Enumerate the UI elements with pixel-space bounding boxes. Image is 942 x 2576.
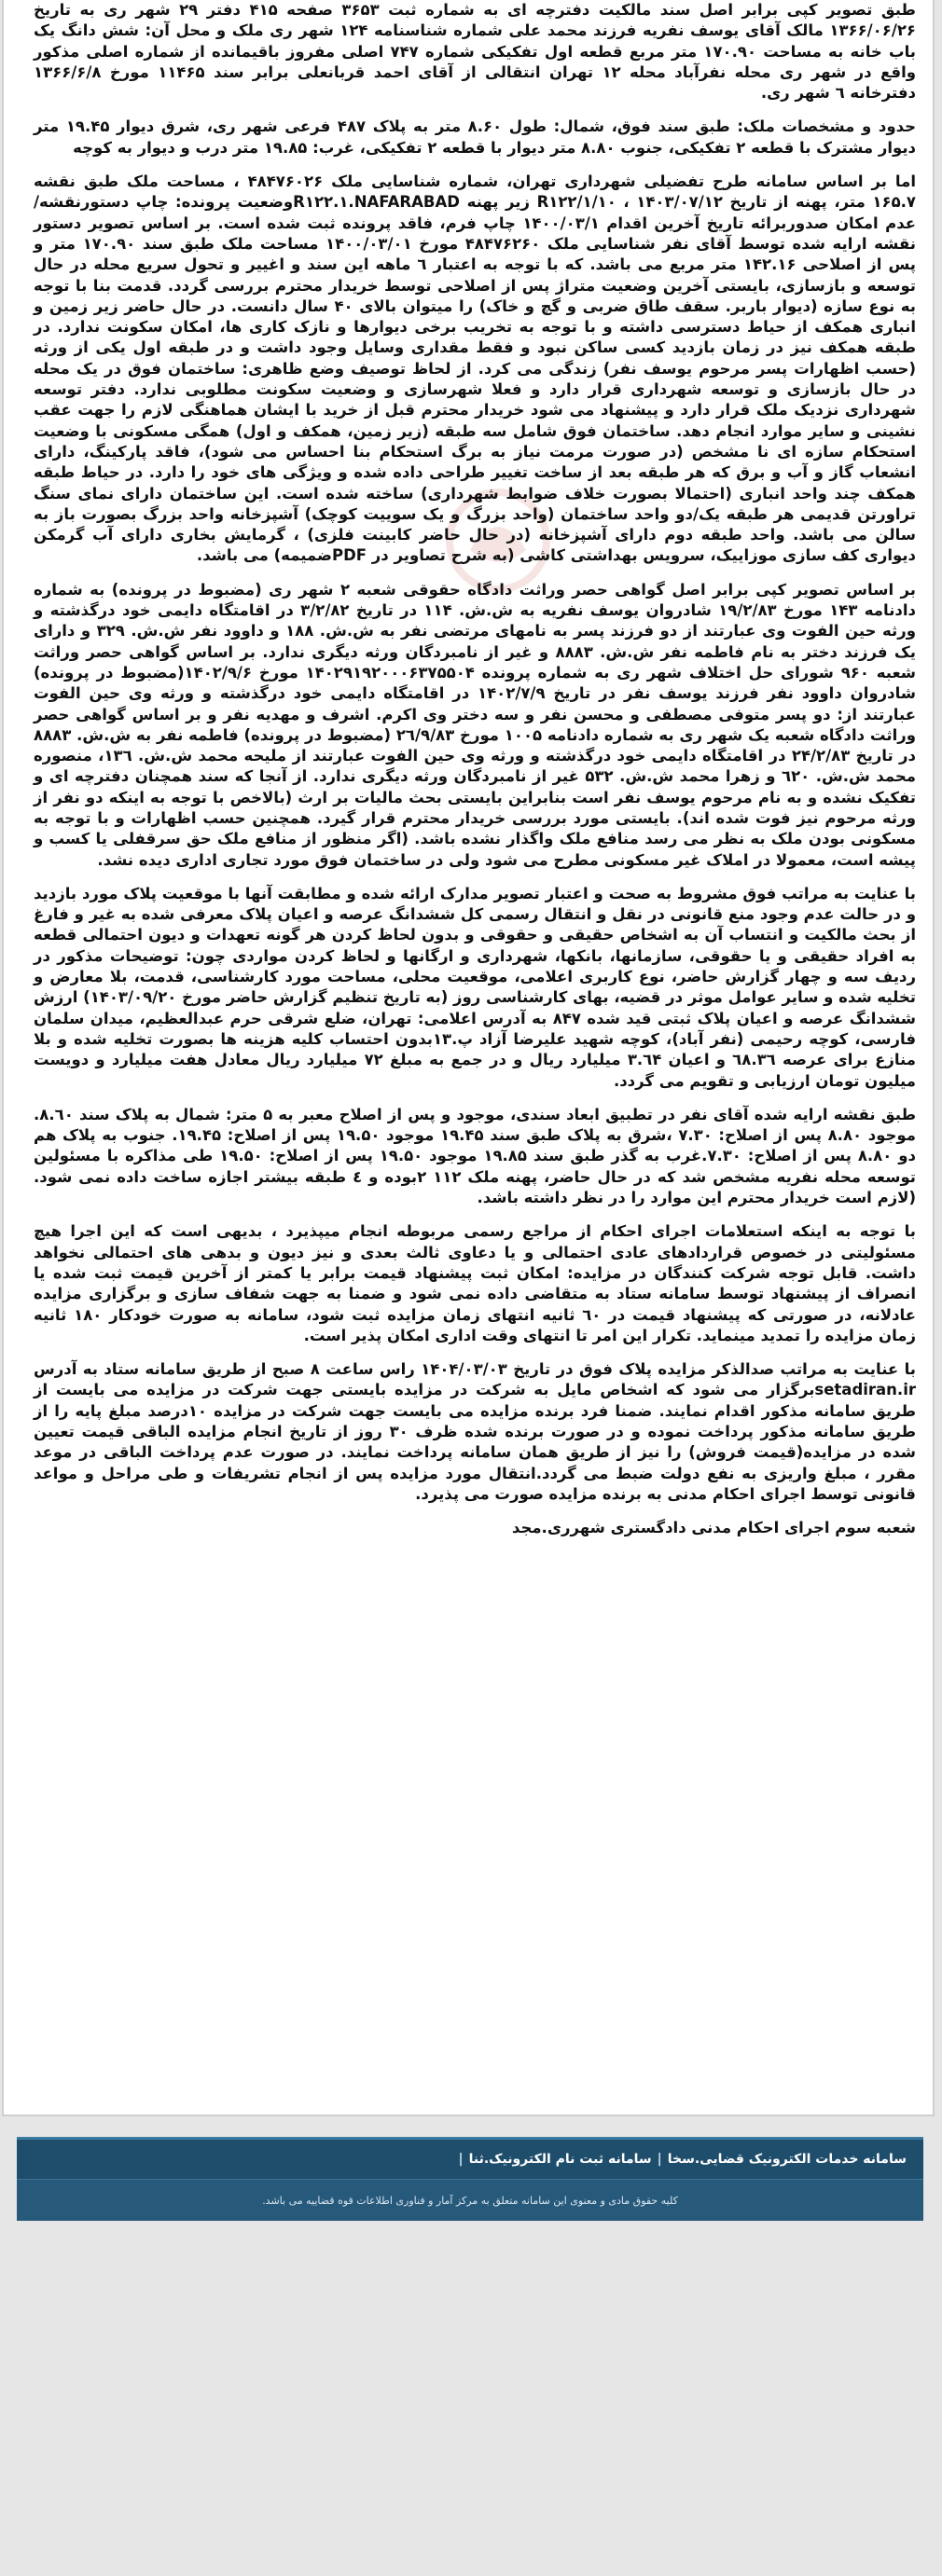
footer-link-sana[interactable]: سامانه ثبت نام الکترونیک.ثنا — [468, 2152, 652, 2167]
paragraph-boundaries: حدود و مشخصات ملک: طبق سند فوق، شمال: طول ۸.۶۰ متر به پلاک ۴۸۷ فرعی شهر ری، شرق دیوار ۱۹.۴۵ متر دیوار مشترک با قطعه ۲ تفکیکی، جنوب ۸.۸۰ متر دیوار با قطعه ۲ تفکیکی، غرب: ۱۹.۸۵ متر درب و دیوار به کوچه — [34, 117, 916, 157]
paragraph-dimensions: طبق نقشه ارایه شده آقای نفر در تطبیق ابعاد سندی، موجود و پس از اصلاح معبر به ۵ متر: شمال به پلاک سند ۸.٦۰. موجود ۸.۸۰ پس از اصلاح: ۷.۳۰ ،شرق به پلاک طبق سند ۱۹.۴۵ موجود ۱۹.۵۰ پس از اصلاح: ۱۹.۴۵. جنوب به پلاک هم دو ۸.۸۰ پس از اصلاح: ۷.۳۰.غرب به گذر طبق سند ۱۹.۸۵ موجود ۱۹.۵۰ پس از اصلاح: ۱۹.۵۰ طی مذاکره با مسئولین توسعه محله نفریه مشخص شد که در حال حاضر، پهنه ملک ۱۱۲ ۲بوده و ٤ طبقه بیشتر اجازه ساخت داده نمی شود. (لازم است خریدار محترم این موارد را در نظر داشته باشد. — [34, 1105, 916, 1207]
footer — [17, 2137, 923, 2221]
paragraph-valuation: با عنایت به مراتب فوق مشروط به صحت و اعتبار تصویر مدارک ارائه شده و مطابقت آنها با موقعیت پلاک مورد بازدید و در حالت عدم وجود منع قانونی در نقل و انتقال رسمی کل ششدانگ عرصه و اعیان پلاک معرفی شده به غیر و فارغ از بحث مالکیت و انتساب آن به اشخاص حقیقی و حقوقی و بدون لحاظ کردن هر گونه تعهدات و دیون احتمالی قطعه به افراد حقیقی و یا حقوقی، سازمانها، بانکها، شهرداری و ارگانها و لحاظ کردن مواردی چون: توضیحات مذکور در ردیف سه و چهار گزارش حاضر، نوع کاربری اعلامی، موقعیت محلی، مساحت مورد کارشناسی، قدمت، بلا معارض و تخلیه شده و سایر عوامل موثر در قضیه، بهای کارشناسی روز (به تاریخ تنظیم گزارش حاضر مورخ ۱۴۰۳/۰۹/۲۰) ارزش ششدانگ عرصه و اعیان پلاک ثبتی قید شده ۸۴۷ به آدرس اعلامی: تهران، ضلع شرقی حرم عبدالعظیم، میدان سلمان فارسی، کوچه رحیمی (نفر آباد)، کوچه شهید علیرضا آزاد پ.۱۳بدون احتساب کلیه هزینه ها بصورت تخلیه شده و بلا منازع برای عرصه ٦۸.۳٦ و اعیان ۳.٦۴ میلیارد ریال و در جمع به مبلغ ۷۲ میلیارد ریال معادل هفت میلیارد و دویست میلیون تومان ارزیابی و تقویم می گردد. — [34, 884, 917, 1090]
paragraph-deed: طبق تصویر کپی برابر اصل سند مالکیت دفترچه ای به شماره ثبت ۳۶۵۳ صفحه ۴۱۵ دفتر ۲۹ شهر ری به تاریخ ۱۳۶۶/۰۶/۲۶ مالک آقای یوسف نفریه فرزند محمد علی شماره شناسنامه ۱۲۴ شهر ری ملک و محل آن: شش دانگ یک باب خانه به مساحت ۱۷۰.۹۰ متر مربع قطعه اول تفکیکی شماره ۷۴۷ اصلی مفروز باقیمانده از شماره اصلی مذکور واقع در شهر ری محله نفرآباد محله ۱۲ تهران انتقالی از آقای احمد قربانعلی برابر سند ۱۱۴۶۵ مورخ ۱۳۶۶/۶/۸ دفترخانه ٦ شهر ری. — [34, 1, 917, 103]
paragraph-auction-rules: با توجه به اینکه استعلامات اجرای احکام از مراجع رسمی مربوطه انجام میپذیرد ، بدیهی است که این اجرا هیچ مسئولیتی در خصوص قراردادهای عادی احتمالی و یا دعاوی ثالث بعدی و نیز دیون و بدهی های احتمالی نخواهد داشت. قابل توجه شرکت کنندگان در مزایده: امکان ثبت پیشنهاد قیمت برابر یا کمتر از آخرین قیمت ثبت شده یا انصراف از پیشنهاد توسط سامانه ستاد به متقاضی داده نمی شود و ضمنا به جهت شفاف سازی و برگزاری مزایده عادلانه، در صورتی که پیشنهاد قیمت در ٦۰ ثانیه انتهای زمان مزایده ثبت شود، سامانه به صورت خودکار ۱۸۰ ثانیه زمان مزایده را تمدید مینماید. تکرار این امر تا انتهای وقت اداری امکان پذیر است. — [34, 1222, 916, 1344]
signature: شعبه سوم اجرای احکام مدنی دادگستری شهرری.مجد — [511, 1519, 916, 1537]
notice-panel — [2, 0, 935, 2116]
footer-copyright: کلیه حقوق مادی و معنوی این سامانه متعلق به مرکز آمار و فناوری اطلاعات قوه قضاییه می باشد. — [17, 2179, 923, 2221]
paragraph-auction-date: با عنایت به مراتب صدالذکر مزایده پلاک فوق در تاریخ ۱۴۰۴/۰۳/۰۳ راس ساعت ۸ صبح از طریق سامانه ستاد به آدرس setadiran.irبرگزار می شود که اشخاص مایل به شرکت در مزایده بایستی جهت شرکت در مزایده می بایست از طریق سامانه مذکور اقدام نمایند. ضمنا فرد برنده مزایده می بایست جهت شرکت در مزایده ۱۰درصد مبلغ پایه را از طریق سامانه مذکور پرداخت نموده و در صورت برنده شده ظرف ۳۰ روز از تاریخ انجام مزایده الباقی قیمت تعیین شده در مزایده(قیمت فروش) را نیز از طریق همان سامانه پرداخت نمایند. در صورت عدم پرداخت الباقی در موعد مقرر ، مبلغ واریزی به نفع دولت ضبط می گردد.انتقال مورد مزایده پس از انجام تشریفات و طی مراحل و مواعد قانونی توسط اجرای احکام مدنی به برنده مزایده صورت می پذیرد. — [34, 1360, 917, 1503]
paragraph-inheritance: بر اساس تصویر کپی برابر اصل گواهی حصر وراثت دادگاه حقوقی شعبه ۲ شهر ری (مضبوط در پرونده) به شماره دادنامه ۱۴۳ مورخ ۱۹/۲/۸۳ شادروان یوسف نفریه به ش.ش. ۱۱۴ در تاریخ ۳/۲/۸۲ در اقامتگاه دایمی خود درگذشته و ورثه حین الفوت وی عبارتند از دو فرزند پسر به نامهای مرتضی نفر به ش.ش. ۱۸۸ و داوود نفر ش.ش. ۳۲۹ و دارای یک فرزند دختر به نام فاطمه نفر ش.ش. ۸۸۸۳ و غیر از نامبردگان ورثه دیگری ندارد. بر اساس گواهی حصر وراثت شعبه ۹۶۰ شورای حل اختلاف شهر ری به شماره پرونده ۱۴۰۲۹۱۹۲۰۰۰۶۳۷۵۵۰۴ مورخ ۱۴۰۲/۹/۶(مضبوط در پرونده) شادروان داوود نفر فرزند یوسف نفر در تاریخ ۱۴۰۲/۷/۹ در اقامتگاه دایمی خود درگذشته و ورثه وی حین الفوت عبارتند از: دو پسر متوفی مصطفی و محسن نفر و سه دختر وی اکرم. اشرف و مهدیه نفر و بر اساس گواهی حصر وراثت دادگاه شعبه یک شهر ری به شماره دادنامه ۱۰۰۵ مورخ ۲٦/۹/۸۳ (مضبوط در پرونده) فاطمه نفر به ش.ش. ۸۸۸۳ در تاریخ ۲۴/۲/۸۳ در اقامتگاه دایمی خود درگذشته و ورثه وی حین الفوت عبارتند از ملیحه محمد ش.ش. ۱۳٦، منصوره محمد ش.ش. ٦۲۰ و زهرا محمد ش.ش. ۵۳۲ غیر از نامبردگان ورثه دیگری ندارد. از آنجا که سند همچنان دفترچه ای و تفکیک نشده و به نام مرحوم یوسف نفر است بنابراین بایستی بحث مالیات بر ارث (بالاخص با توجه به اینکه دو نفر از ورثه مرحوم نیز فوت شده اند). بایستی مورد بررسی خریدار محترم قرار گیرد. همچنین حسب اظهارات و با توجه به مسکونی بودن ملک به نظر می رسد منافع ملک واگذار نشده باشد. (اگر منظور از منافع ملک حق سرقفلی یا کسب و پیشه است، معمولا در املاک غیر مسکونی مطرح می شود ولی در ساختمان فوق مورد تجاری اداری دیده نشد. — [34, 580, 917, 869]
footer-separator: | — [657, 2152, 662, 2167]
paragraph-property-description: اما بر اساس سامانه طرح تفضیلی شهرداری تهران، شماره شناسایی ملک ۴۸۴۷۶۰۲۶ ، مساحت ملک طبق نقشه ۱۶۵.۷ متر، پهنه از تاریخ ۱۴۰۳/۰۷/۱۲ ، ۱۰/R۱۲۲/۱ زیر پهنه R۱۲۲.۱.NAFARABADوضعیت پرونده: چاپ دستورنقشه/عدم امکان صدوربرائه تاریخ آخرین اقدام ۱۴۰۰/۰۳/۱ چاپ فرم، فاقد پرونده ثبت شده است. بر اساس تصویر دستور نقشه ارایه شده توسط آقای نفر شناسایی ملک ۴۸۴۷۶۲۶۰ مورخ ۱۴۰۰/۰۳/۰۱ مساحت ملک طبق سند ۱۷۰.۹۰ متر و پس از اصلاحی ۱۴۲.۱۶ متر مربع می باشد. که با توجه به اعتبار ٦ ماهه این سند و اغییر و تحول سریع محله در حال توسعه و بازسازی، بایستی آخرین وضعیت متراژ پس از اصلاحی توسط خریدار محترم بررسی گردد. قدمت بنا با توجه به نوع سازه (دیوار باربر. سقف طاق ضربی و گچ و خاک) را میتوان بالای ۴۰ سال دانست. در حال حاضر زیر زمین و انباری همکف از حیاط دسترسی داشته و با توجه به تخریب برخی دیوارها و نازک کاری ها، امکان سکونت ندارد. در طبقه همکف نیز در زمان بازدید کسی ساکن نبود و فقط مقداری وسایل وجود داشت و در طبقه اول یکی از ورثه (حسب اظهارات پسر مرحوم یوسف نفر) زندگی می کرد. از لحاظ توصیف وضع ظاهری: ساختمان فوق در یک محله در حال بازسازی و توسعه شهرداری قرار دارد و فعلا شهرسازی و وضعیت سکونت مطلوبی ندارد. دفتر توسعه شهرداری نزدیک ملک قرار دارد و پیشنهاد می شود خریدار محترم قبل از خرید با ایشان هماهنگی لازم را جهت عقب نشینی و سایر موارد انجام دهد. ساختمان فوق شامل سه طبقه (زیر زمین، همکف و اول) همگی مسکونی با وضعیت استحکام سازه ای نا مشخص (در صورت مرمت نیاز به برگ استحکام بنا احساس می شود)، فاقد پارکینگ، دارای انشعاب گاز و آب و برق که هر طبقه بعد از ساخت تغییر طراحی داده شده و ویژگی های خود را دارد. در حیاط طبقه همکف چند واحد انباری (احتمالا بصورت خلاف ضوابط شهرداری) ساخته شده است. این ساختمان دارای نمای سنگ تراورتن قدیمی هر طبقه یک/دو واحد ساختمان (واحد بزرگ و یک سوییت کوچک) آشپزخانه واحد بزرگ بصورت باز به سالن می باشد. واحد طبقه دوم دارای آشپزخانه (در حال حاضر کابینت فلزی) ، گرمایش بخاری دارای آب گرمکن دیواری کف سازی موزاییک، سرویس بهداشتی کاشی (به شرح تصاویر در PDFضمیمه) می باشد. — [34, 172, 917, 565]
notice-text — [34, 0, 916, 1551]
footer-link-sakha[interactable]: سامانه خدمات الکترونیک قضایی.سخا — [667, 2152, 907, 2167]
footer-links — [17, 2140, 923, 2179]
footer-separator-end: | — [458, 2152, 464, 2167]
